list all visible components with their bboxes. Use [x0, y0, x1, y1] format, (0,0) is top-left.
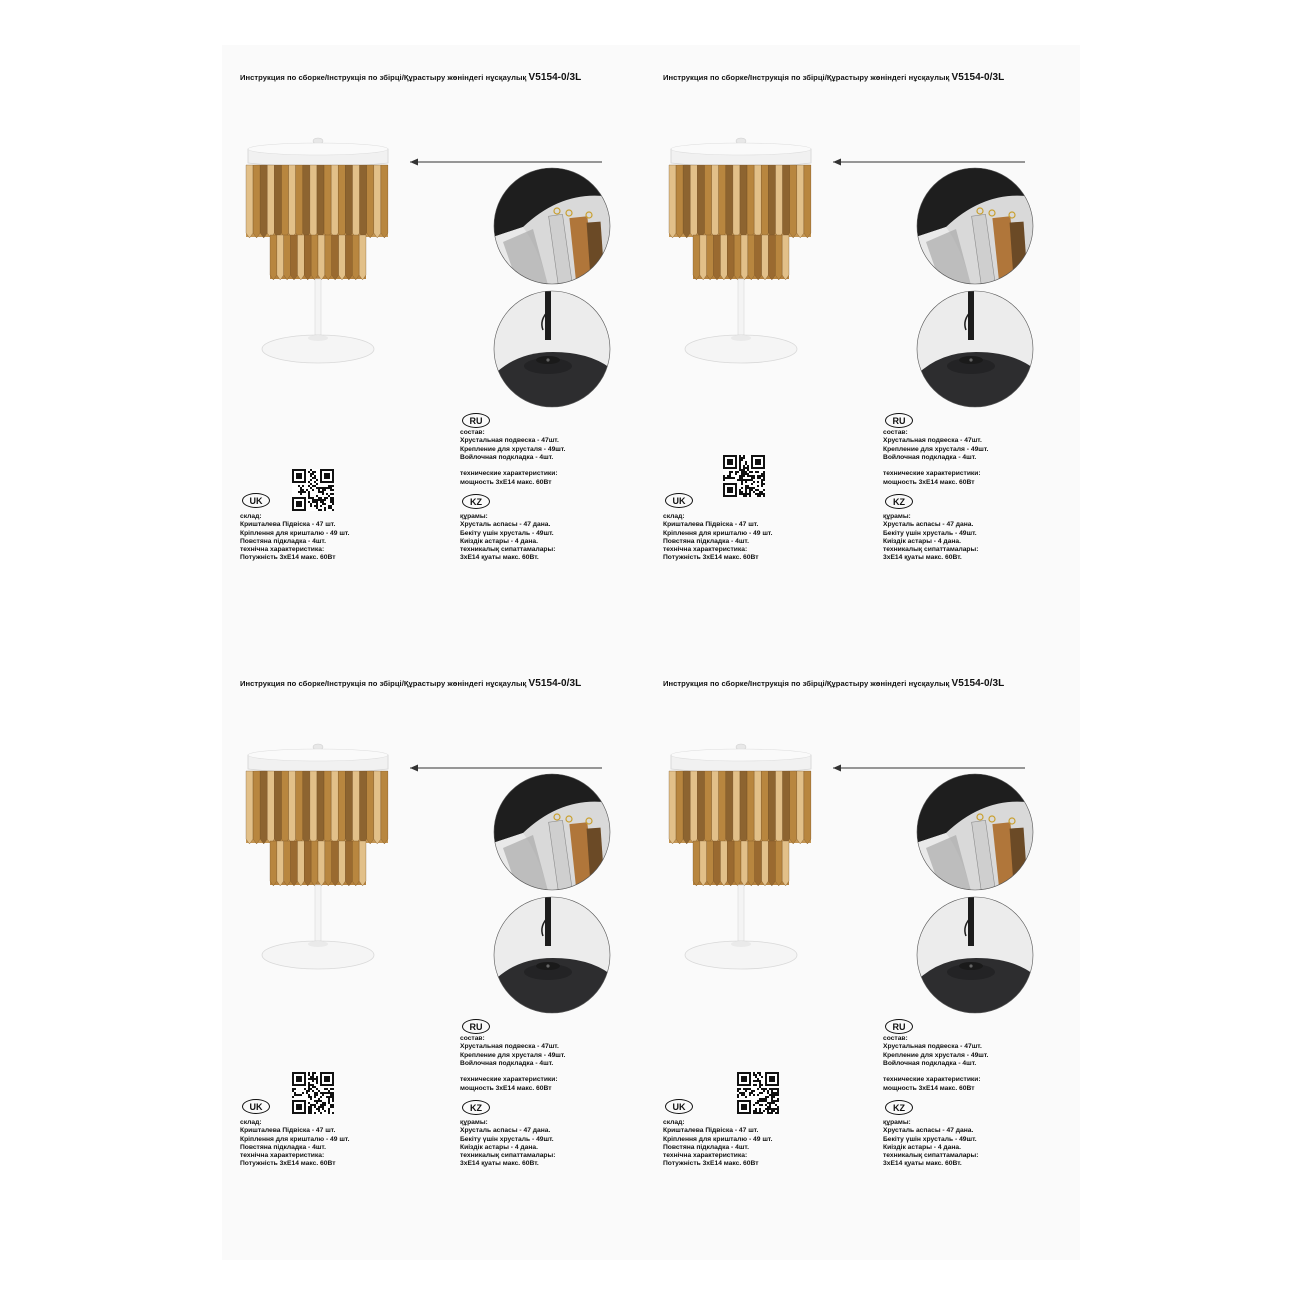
instruction-title	[663, 72, 1004, 83]
uk-spec-line: Кріплення для кришталю - 49 шт.	[663, 1135, 773, 1143]
crystal-prism	[318, 841, 325, 886]
crystal-prism	[282, 165, 289, 238]
kz-spec-line: Бекіту үшін хрусталь - 49шт.	[883, 1135, 977, 1143]
crystal-prism	[345, 165, 352, 238]
crystal-prism	[726, 165, 733, 238]
uk-language-badge: UK	[665, 1099, 693, 1114]
ru-spec-line: Войлочная подкладка - 4шт.	[460, 453, 554, 461]
crystal-prism	[381, 771, 388, 844]
crystal-prism	[274, 771, 281, 844]
ru-specs	[883, 1035, 988, 1093]
crystal-prism	[296, 771, 303, 844]
upper-crystal-tier	[246, 165, 388, 238]
crystal-prism	[697, 165, 704, 238]
ru-language-badge: RU	[885, 1019, 913, 1034]
kz-spec-line: құрамы:	[883, 1119, 911, 1126]
crystal-prism	[690, 165, 697, 238]
crystal-prism	[310, 165, 317, 238]
ru-specs	[883, 429, 988, 487]
uk-spec-line: Повстяна підкладка - 4шт.	[240, 537, 326, 545]
instruction-panel	[240, 72, 662, 672]
crystal-prism	[303, 771, 310, 844]
kz-spec-line: техникалық сипаттамалары:	[883, 546, 979, 554]
crystal-prism	[274, 165, 281, 238]
ru-spec-line	[460, 462, 565, 470]
crystal-prism	[367, 771, 374, 844]
crystal-prism	[296, 165, 303, 238]
uk-spec-line: технічна характеристика:	[240, 1152, 325, 1160]
ru-spec-line: мощность 3хЕ14 макс. 60Вт	[460, 478, 552, 486]
kz-spec-line: Хрусталь аспасы - 47 дана.	[883, 1127, 974, 1135]
ru-spec-line: Крепление для хрусталя - 49шт.	[460, 1051, 566, 1059]
uk-spec-line: склад:	[663, 513, 685, 520]
lower-crystal-tier	[270, 841, 366, 886]
kz-spec-line: Бекіту үшін хрусталь - 49шт.	[460, 529, 554, 537]
kz-spec-line: 3хЕ14 қуаты макс. 60Вт.	[883, 554, 962, 562]
crystal-prism	[374, 165, 381, 238]
ru-language-badge: RU	[885, 413, 913, 428]
model-number: V5154-0/3L	[951, 72, 1005, 83]
ru-spec-line: мощность 3хЕ14 макс. 60Вт	[883, 478, 975, 486]
uk-language-badge: UK	[242, 1099, 270, 1114]
crystal-prism	[345, 841, 352, 886]
ru-spec-line: состав:	[883, 1035, 908, 1042]
crystal-prism	[748, 841, 755, 886]
crystal-prism	[719, 165, 726, 238]
kz-spec-line: Хрусталь аспасы - 47 дана.	[460, 1127, 551, 1135]
crystal-prism	[707, 841, 714, 886]
crystal-prism	[311, 841, 318, 886]
lower-crystal-tier	[270, 235, 366, 280]
kz-specs	[460, 513, 555, 563]
crystal-prism	[733, 165, 740, 238]
table-lamp-image	[240, 743, 400, 973]
uk-spec-line: Кришталева Підвіска - 47 шт.	[663, 521, 759, 529]
crystal-prism	[747, 165, 754, 238]
crystal-clip-detail-image	[493, 773, 611, 891]
ru-spec-line: состав:	[460, 429, 485, 436]
crystal-prism	[741, 235, 748, 280]
ru-spec-line: Хрустальная подвеска - 47шт.	[460, 437, 559, 445]
uk-specs	[663, 1119, 772, 1169]
table-lamp-image	[663, 743, 823, 973]
crystal-prism	[734, 841, 741, 886]
uk-spec-line: склад:	[240, 513, 262, 520]
ru-spec-line	[883, 462, 988, 470]
crystal-clip-detail-image	[493, 167, 611, 285]
model-number: V5154-0/3L	[528, 678, 582, 689]
crystal-prism	[291, 841, 298, 886]
uk-spec-line: Потужність 3хЕ14 макс. 60Вт	[240, 1160, 336, 1168]
crystal-prism	[683, 165, 690, 238]
ru-spec-line: Войлочная подкладка - 4шт.	[883, 1059, 977, 1067]
crystal-prism	[360, 165, 367, 238]
crystal-prism	[720, 235, 727, 280]
kz-spec-line: Хрусталь аспасы - 47 дана.	[460, 521, 551, 529]
uk-spec-line: Потужність 3хЕ14 макс. 60Вт	[240, 554, 336, 562]
uk-spec-line: Повстяна підкладка - 4шт.	[663, 1143, 749, 1151]
crystal-prism	[733, 771, 740, 844]
crystal-prism	[719, 771, 726, 844]
crystal-prism	[289, 165, 296, 238]
crystal-prism	[790, 771, 797, 844]
uk-spec-line: Повстяна підкладка - 4шт.	[240, 1143, 326, 1151]
uk-spec-line: Потужність 3хЕ14 макс. 60Вт	[663, 554, 759, 562]
kz-language-badge: KZ	[885, 494, 913, 509]
ru-language-badge: RU	[462, 413, 490, 428]
crystal-prism	[707, 235, 714, 280]
title-text: Инструкция по сборке/Інструкція по збірці/Құрастыру жөніндегі нұсқаулық	[663, 73, 950, 82]
crystal-prism	[317, 771, 324, 844]
crystal-prism	[669, 165, 676, 238]
crystal-prism	[782, 235, 789, 280]
crystal-prism	[331, 165, 338, 238]
instruction-title	[663, 678, 1004, 689]
uk-spec-line: Потужність 3хЕ14 макс. 60Вт	[663, 1160, 759, 1168]
crystal-prism	[747, 771, 754, 844]
kz-spec-line: құрамы:	[460, 1119, 488, 1126]
crystal-prism	[297, 841, 304, 886]
crystal-prism	[277, 235, 284, 280]
kz-specs	[883, 513, 978, 563]
crystal-prism	[260, 771, 267, 844]
base-detail-image	[493, 290, 611, 408]
kz-spec-line: 3хЕ14 қуаты макс. 60Вт.	[460, 1160, 539, 1168]
crystal-prism	[338, 771, 345, 844]
crystal-prism	[352, 841, 359, 886]
crystal-prism	[284, 841, 291, 886]
crystal-prism	[727, 235, 734, 280]
crystal-prism	[797, 165, 804, 238]
ru-spec-line: технические характеристики:	[883, 470, 981, 478]
crystal-prism	[331, 771, 338, 844]
crystal-prism	[761, 771, 768, 844]
kz-spec-line: техникалық сипаттамалары:	[460, 546, 556, 554]
crystal-prism	[669, 771, 676, 844]
crystal-prism	[310, 771, 317, 844]
ru-spec-line: состав:	[460, 1035, 485, 1042]
crystal-prism	[324, 165, 331, 238]
crystal-prism	[768, 235, 775, 280]
crystal-prism	[270, 841, 277, 886]
crystal-prism	[726, 771, 733, 844]
crystal-prism	[246, 771, 253, 844]
crystal-prism	[754, 165, 761, 238]
crystal-prism	[284, 235, 291, 280]
kz-spec-line: Киіздік астары - 4 дана.	[460, 537, 539, 545]
crystal-prism	[714, 841, 721, 886]
crystal-prism	[332, 841, 339, 886]
uk-spec-line: Кріплення для кришталю - 49 шт.	[240, 1135, 350, 1143]
ru-spec-line: Войлочная подкладка - 4шт.	[883, 453, 977, 461]
crystal-prism	[720, 841, 727, 886]
kz-language-badge: KZ	[885, 1100, 913, 1115]
crystal-prism	[260, 165, 267, 238]
ru-spec-line: технические характеристики:	[460, 1076, 558, 1084]
kz-spec-line: Киіздік астары - 4 дана.	[883, 1143, 962, 1151]
title-text: Инструкция по сборке/Інструкція по збірці/Құрастыру жөніндегі нұсқаулық	[663, 679, 950, 688]
crystal-clip-detail-image	[916, 773, 1034, 891]
qr-code-image	[737, 1072, 779, 1114]
instruction-title	[240, 72, 581, 83]
crystal-prism	[775, 235, 782, 280]
crystal-prism	[359, 235, 366, 280]
kz-spec-line: Киіздік астары - 4 дана.	[460, 1143, 539, 1151]
table-lamp-image	[663, 137, 823, 367]
ru-spec-line: состав:	[883, 429, 908, 436]
crystal-prism	[714, 235, 721, 280]
crystal-prism	[775, 841, 782, 886]
uk-spec-line: технічна характеристика:	[663, 546, 748, 554]
crystal-prism	[324, 771, 331, 844]
table-lamp-image	[240, 137, 400, 367]
crystal-prism	[353, 165, 360, 238]
uk-specs	[240, 513, 349, 563]
crystal-prism	[734, 235, 741, 280]
kz-spec-line: Хрусталь аспасы - 47 дана.	[883, 521, 974, 529]
ru-spec-line: мощность 3хЕ14 макс. 60Вт	[460, 1084, 552, 1092]
crystal-prism	[345, 771, 352, 844]
crystal-prism	[754, 771, 761, 844]
kz-spec-line: техникалық сипаттамалары:	[460, 1152, 556, 1160]
crystal-prism	[740, 771, 747, 844]
crystal-prism	[277, 841, 284, 886]
kz-language-badge: KZ	[462, 1100, 490, 1115]
uk-language-badge: UK	[242, 493, 270, 508]
title-text: Инструкция по сборке/Інструкція по збірці/Құрастыру жөніндегі нұсқаулық	[240, 73, 527, 82]
crystal-prism	[267, 165, 274, 238]
crystal-prism	[693, 841, 700, 886]
ru-spec-line: мощность 3хЕ14 макс. 60Вт	[883, 1084, 975, 1092]
uk-spec-line: склад:	[663, 1119, 685, 1126]
upper-crystal-tier	[669, 165, 811, 238]
uk-spec-line: Кріплення для кришталю - 49 шт.	[240, 529, 350, 537]
uk-spec-line: Кришталева Підвіска - 47 шт.	[240, 521, 336, 529]
crystal-prism	[768, 841, 775, 886]
kz-specs	[883, 1119, 978, 1169]
instruction-panel	[663, 72, 1085, 672]
crystal-prism	[693, 235, 700, 280]
crystal-prism	[303, 165, 310, 238]
crystal-prism	[748, 235, 755, 280]
crystal-prism	[783, 165, 790, 238]
crystal-prism	[790, 165, 797, 238]
crystal-prism	[761, 165, 768, 238]
upper-crystal-tier	[669, 771, 811, 844]
uk-spec-line: технічна характеристика:	[240, 546, 325, 554]
crystal-prism	[311, 235, 318, 280]
ru-spec-line: технические характеристики:	[460, 470, 558, 478]
crystal-prism	[768, 771, 775, 844]
crystal-prism	[353, 771, 360, 844]
uk-spec-line: Кришталева Підвіска - 47 шт.	[663, 1127, 759, 1135]
base-detail-image	[493, 896, 611, 1014]
uk-spec-line: Повстяна підкладка - 4шт.	[663, 537, 749, 545]
crystal-prism	[700, 841, 707, 886]
crystal-prism	[339, 235, 346, 280]
uk-spec-line: технічна характеристика:	[663, 1152, 748, 1160]
kz-spec-line: техникалық сипаттамалары:	[883, 1152, 979, 1160]
crystal-prism	[776, 165, 783, 238]
crystal-prism	[360, 771, 367, 844]
crystal-prism	[690, 771, 697, 844]
instruction-panel	[663, 678, 1085, 1278]
crystal-prism	[804, 165, 811, 238]
crystal-prism	[317, 165, 324, 238]
crystal-prism	[381, 165, 388, 238]
ru-language-badge: RU	[462, 1019, 490, 1034]
ru-spec-line	[460, 1068, 565, 1076]
crystal-prism	[345, 235, 352, 280]
crystal-prism	[352, 235, 359, 280]
kz-spec-line: Бекіту үшін хрусталь - 49шт.	[460, 1135, 554, 1143]
instruction-title	[240, 678, 581, 689]
model-number: V5154-0/3L	[951, 678, 1005, 689]
crystal-prism	[804, 771, 811, 844]
kz-spec-line: 3хЕ14 қуаты макс. 60Вт.	[883, 1160, 962, 1168]
kz-language-badge: KZ	[462, 494, 490, 509]
kz-specs	[460, 1119, 555, 1169]
kz-spec-line: құрамы:	[460, 513, 488, 520]
title-text: Инструкция по сборке/Інструкція по збірці/Құрастыру жөніндегі нұсқаулық	[240, 679, 527, 688]
crystal-prism	[676, 165, 683, 238]
crystal-prism	[304, 841, 311, 886]
ru-spec-line: Войлочная подкладка - 4шт.	[460, 1059, 554, 1067]
crystal-prism	[246, 165, 253, 238]
uk-spec-line: Кришталева Підвіска - 47 шт.	[240, 1127, 336, 1135]
crystal-prism	[297, 235, 304, 280]
qr-code-image	[292, 1072, 334, 1114]
crystal-prism	[762, 841, 769, 886]
crystal-prism	[325, 841, 332, 886]
qr-code-image	[292, 469, 334, 511]
crystal-prism	[705, 165, 712, 238]
crystal-prism	[270, 235, 277, 280]
qr-code-image	[723, 455, 765, 497]
crystal-prism	[267, 771, 274, 844]
ru-spec-line	[883, 1068, 988, 1076]
crystal-prism	[304, 235, 311, 280]
lower-crystal-tier	[693, 235, 789, 280]
uk-specs	[240, 1119, 349, 1169]
model-number: V5154-0/3L	[528, 72, 582, 83]
crystal-prism	[755, 235, 762, 280]
ru-spec-line: Хрустальная подвеска - 47шт.	[883, 1043, 982, 1051]
crystal-prism	[339, 841, 346, 886]
ru-spec-line: Крепление для хрусталя - 49шт.	[883, 1051, 989, 1059]
uk-spec-line: склад:	[240, 1119, 262, 1126]
ru-spec-line: Хрустальная подвеска - 47шт.	[460, 1043, 559, 1051]
crystal-prism	[253, 165, 260, 238]
crystal-prism	[676, 771, 683, 844]
crystal-prism	[318, 235, 325, 280]
crystal-prism	[755, 841, 762, 886]
ru-spec-line: Хрустальная подвеска - 47шт.	[883, 437, 982, 445]
uk-specs	[663, 513, 772, 563]
crystal-prism	[325, 235, 332, 280]
crystal-prism	[705, 771, 712, 844]
crystal-clip-detail-image	[916, 167, 1034, 285]
ru-spec-line: Крепление для хрусталя - 49шт.	[460, 445, 566, 453]
crystal-prism	[374, 771, 381, 844]
crystal-prism	[697, 771, 704, 844]
ru-specs	[460, 1035, 565, 1093]
crystal-prism	[783, 771, 790, 844]
crystal-prism	[253, 771, 260, 844]
upper-crystal-tier	[246, 771, 388, 844]
crystal-prism	[768, 165, 775, 238]
crystal-prism	[712, 165, 719, 238]
crystal-prism	[797, 771, 804, 844]
crystal-prism	[776, 771, 783, 844]
crystal-prism	[741, 841, 748, 886]
crystal-prism	[332, 235, 339, 280]
kz-spec-line: Киіздік астары - 4 дана.	[883, 537, 962, 545]
kz-spec-line: 3хЕ14 қуаты макс. 60Вт.	[460, 554, 539, 562]
crystal-prism	[359, 841, 366, 886]
ru-spec-line: Крепление для хрусталя - 49шт.	[883, 445, 989, 453]
crystal-prism	[289, 771, 296, 844]
crystal-prism	[700, 235, 707, 280]
base-detail-image	[916, 290, 1034, 408]
crystal-prism	[683, 771, 690, 844]
crystal-prism	[762, 235, 769, 280]
crystal-prism	[338, 165, 345, 238]
lower-crystal-tier	[693, 841, 789, 886]
base-detail-image	[916, 896, 1034, 1014]
uk-language-badge: UK	[665, 493, 693, 508]
crystal-prism	[367, 165, 374, 238]
instruction-panel	[240, 678, 662, 1278]
uk-spec-line: Кріплення для кришталю - 49 шт.	[663, 529, 773, 537]
ru-specs	[460, 429, 565, 487]
crystal-prism	[740, 165, 747, 238]
crystal-prism	[282, 771, 289, 844]
kz-spec-line: құрамы:	[883, 513, 911, 520]
crystal-prism	[712, 771, 719, 844]
crystal-prism	[727, 841, 734, 886]
crystal-prism	[782, 841, 789, 886]
crystal-prism	[291, 235, 298, 280]
kz-spec-line: Бекіту үшін хрусталь - 49шт.	[883, 529, 977, 537]
ru-spec-line: технические характеристики:	[883, 1076, 981, 1084]
